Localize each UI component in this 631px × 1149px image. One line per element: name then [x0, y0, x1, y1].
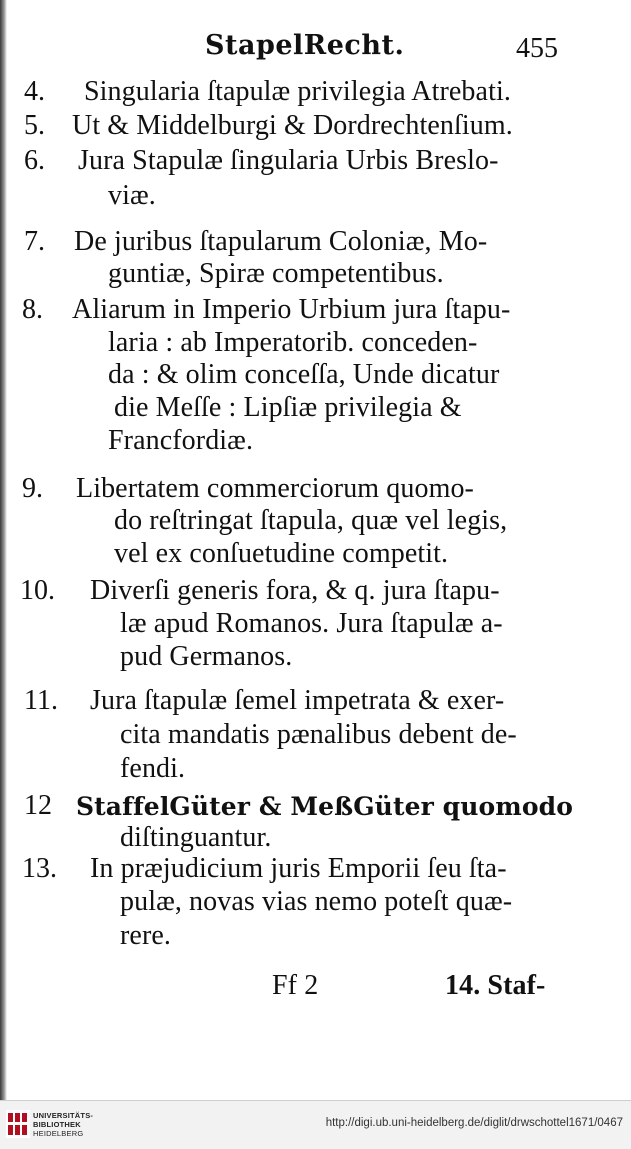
entry-line: viæ.	[108, 180, 156, 211]
entry-line: StaffelGüter & MeßGüter quomodo	[76, 792, 573, 821]
entry-number: 6.	[24, 145, 45, 176]
source-url-link[interactable]: http://digi.ub.uni-heidelberg.de/diglit/drwschottel1671/0467	[325, 1117, 623, 1129]
entry-number: 5.	[24, 110, 45, 141]
library-name-line: HEIDELBERG	[33, 1129, 84, 1138]
entry-number: 4.	[24, 76, 45, 107]
entry-line: pulæ, novas vias nemo poteſt quæ-	[120, 886, 513, 917]
entry-line: Jura Stapulæ ſingularia Urbis Breslo-	[78, 145, 499, 176]
entry-line: In præjudicium juris Emporii ſeu ſta-	[90, 853, 507, 884]
catchword: 14. Staf-	[445, 970, 546, 1001]
entry-line: da : & olim conceſſa, Unde dicatur	[108, 359, 500, 390]
library-name-line: BIBLIOTHEK	[33, 1120, 81, 1129]
entry-line: Libertatem commerciorum quomo-	[76, 473, 474, 504]
library-footer	[0, 1100, 631, 1149]
library-name-line: UNIVERSITÄTS-	[33, 1111, 94, 1120]
entry-number: 12	[24, 790, 52, 821]
entry-line: Francfordiæ.	[108, 425, 254, 456]
entry-number: 8.	[22, 294, 43, 325]
entry-line: De juribus ſtapularum Coloniæ, Mo-	[74, 226, 488, 257]
entry-line: laria : ab Imperatorib. conceden-	[108, 327, 478, 358]
entry-number: 11.	[24, 685, 58, 716]
entry-line: vel ex conſuetudine competit.	[114, 538, 449, 569]
entry-number: 10.	[20, 575, 55, 606]
entry-line: pud Germanos.	[120, 641, 293, 672]
entry-line: die Meſſe : Lipſiæ privilegia &	[114, 392, 462, 423]
library-name	[33, 1111, 93, 1138]
page-number: 455	[516, 33, 558, 64]
entry-line: rere.	[120, 920, 172, 951]
entry-line: Aliarum in Imperio Urbium jura ſtapu-	[72, 294, 511, 325]
entry-line: Diverſi generis fora, & q. jura ſtapu-	[90, 575, 500, 606]
entry-line: Ut & Middelburgi & Dordrechtenſium.	[72, 110, 513, 141]
university-library-logo-icon	[6, 1110, 30, 1138]
entry-line: cita mandatis pænalibus debent de-	[120, 719, 517, 750]
page-binding-edge	[0, 0, 7, 1100]
entry-number: 13.	[22, 853, 57, 884]
entry-line: Singularia ſtapulæ privilegia Atrebati.	[84, 76, 511, 107]
entry-line: guntiæ, Spiræ competentibus.	[108, 258, 444, 289]
entry-line: fendi.	[120, 753, 186, 784]
entry-number: 9.	[22, 473, 43, 504]
running-head: StapelRecht.	[205, 30, 405, 61]
entry-line: læ apud Romanos. Jura ſtapulæ a-	[120, 608, 503, 639]
entry-line: Jura ſtapulæ ſemel impetrata & exer-	[90, 685, 505, 716]
entry-line: do reſtringat ſtapula, quæ vel legis,	[114, 505, 508, 536]
entry-number: 7.	[24, 226, 45, 257]
signature-mark: Ff 2	[272, 970, 319, 1001]
entry-line: diſtinguantur.	[120, 822, 272, 853]
